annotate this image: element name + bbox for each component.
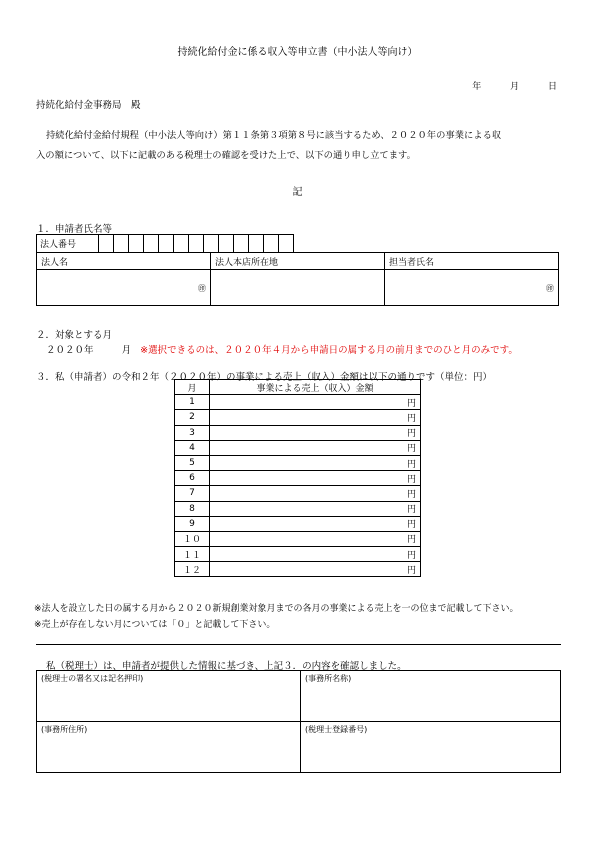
month-number: 3 xyxy=(175,425,210,440)
date-line xyxy=(446,79,557,92)
month-number: １１ xyxy=(175,547,210,562)
month-row xyxy=(175,425,421,440)
intro-line-2: 入の額について、以下に記載のある税理士の確認を受けた上で、以下の通り申し立てます。 xyxy=(36,150,416,161)
amount-field[interactable] xyxy=(210,471,421,486)
corp-number-digit[interactable] xyxy=(159,235,174,253)
month-row xyxy=(175,547,421,562)
confirmation-statement: 私（税理士）は、申請者が提供した情報に基づき、上記３．の内容を確認しました。 xyxy=(46,661,407,672)
section-2-heading: ２．対象とする月 xyxy=(36,330,113,341)
office-name-label: (事務所名称) xyxy=(305,674,352,683)
amount-field[interactable] xyxy=(210,455,421,470)
corp-number-digit[interactable] xyxy=(99,235,114,253)
intro-paragraph xyxy=(36,126,559,166)
signature-field[interactable] xyxy=(37,671,301,722)
document-title: 持続化給付金に係る収入等申立書（中小法人等向け） xyxy=(177,47,418,58)
section-3-heading: ３．私（申請者）の令和２年（２０２０年）の事業による売上（収入）金額は以下の通りです（単位：円） xyxy=(36,372,493,383)
corp-number-digit[interactable] xyxy=(234,235,249,253)
target-month-suffix: 月 xyxy=(121,345,132,356)
month-number: 6 xyxy=(175,471,210,486)
address-label: 法人本店所在地 xyxy=(211,253,385,270)
yen-unit: 円 xyxy=(406,444,416,455)
corp-number-table xyxy=(36,234,294,253)
amount-field[interactable] xyxy=(210,486,421,501)
amount-field[interactable] xyxy=(210,562,421,577)
yen-unit: 円 xyxy=(406,565,416,576)
amount-field[interactable] xyxy=(210,516,421,531)
yen-unit: 円 xyxy=(406,520,416,531)
corp-number-digit[interactable] xyxy=(264,235,279,253)
month-number: 9 xyxy=(175,516,210,531)
amount-field[interactable] xyxy=(210,440,421,455)
office-address-label: (事務所住所) xyxy=(41,725,88,734)
amount-field[interactable] xyxy=(210,501,421,516)
amount-field[interactable] xyxy=(210,410,421,425)
corp-number-digit[interactable] xyxy=(174,235,189,253)
applicant-table xyxy=(36,252,559,306)
note-2: ※売上が存在しない月については「０」と記載して下さい。 xyxy=(34,620,276,630)
yen-unit: 円 xyxy=(406,459,416,470)
contact-field[interactable] xyxy=(385,270,559,306)
month-row xyxy=(175,410,421,425)
monthly-sales-table xyxy=(174,379,421,577)
yen-unit: 円 xyxy=(406,429,416,440)
month-number: 8 xyxy=(175,501,210,516)
month-row xyxy=(175,471,421,486)
corp-number-digit[interactable] xyxy=(129,235,144,253)
yen-unit: 円 xyxy=(406,398,416,409)
month-row xyxy=(175,516,421,531)
month-row xyxy=(175,455,421,470)
month-number: １０ xyxy=(175,531,210,546)
signature-label: (税理士の署名又は記名押印) xyxy=(41,674,144,683)
addressee: 持続化給付金事務局 殿 xyxy=(36,100,141,111)
divider xyxy=(36,644,561,645)
yen-unit: 円 xyxy=(406,413,416,424)
seal-mark: ㊞ xyxy=(198,284,206,293)
seal-mark: ㊞ xyxy=(546,284,554,293)
corp-number-digit[interactable] xyxy=(114,235,129,253)
office-name-field[interactable] xyxy=(301,671,561,722)
month-row xyxy=(175,531,421,546)
corp-name-field[interactable] xyxy=(37,270,211,306)
yen-unit: 円 xyxy=(406,550,416,561)
section-1-heading: １．申請者氏名等 xyxy=(36,224,113,235)
corp-number-digit[interactable] xyxy=(219,235,234,253)
month-row xyxy=(175,440,421,455)
month-number: 2 xyxy=(175,410,210,425)
month-row xyxy=(175,395,421,410)
yen-unit: 円 xyxy=(406,474,416,485)
corp-number-digit[interactable] xyxy=(189,235,204,253)
amount-field[interactable] xyxy=(210,531,421,546)
amount-field[interactable] xyxy=(210,395,421,410)
month-row xyxy=(175,562,421,577)
target-month-note: ※選択できるのは、２０２０年４月から申請日の属する月の前月までのひと月のみです。 xyxy=(140,345,518,356)
corp-number-digit[interactable] xyxy=(249,235,264,253)
month-row xyxy=(175,501,421,516)
month-number: １２ xyxy=(175,562,210,577)
corp-number-label: 法人番号 xyxy=(37,235,99,253)
tax-accountant-table xyxy=(36,670,561,773)
corp-name-label: 法人名 xyxy=(37,253,211,270)
date-month: 月 xyxy=(510,82,520,92)
office-address-field[interactable] xyxy=(37,722,301,773)
corp-number-digit[interactable] xyxy=(279,235,294,253)
yen-unit: 円 xyxy=(406,505,416,516)
amount-field[interactable] xyxy=(210,425,421,440)
note-1: ※法人を設立した日の属する月から２０２０新規創業対象月までの各月の事業による売上を一の位まで記載して下さい。 xyxy=(34,604,519,614)
ki-heading: 記 xyxy=(292,187,303,198)
registration-field[interactable] xyxy=(301,722,561,773)
month-number: 7 xyxy=(175,486,210,501)
date-day: 日 xyxy=(547,82,557,92)
yen-unit: 円 xyxy=(406,535,416,546)
target-month-line xyxy=(46,342,518,356)
month-row xyxy=(175,486,421,501)
corp-number-digit[interactable] xyxy=(144,235,159,253)
registration-label: (税理士登録番号) xyxy=(305,725,368,734)
month-column-header: 月 xyxy=(175,380,210,395)
target-year: ２０２０年 xyxy=(46,345,94,356)
month-number: 5 xyxy=(175,455,210,470)
month-number: 4 xyxy=(175,440,210,455)
date-year: 年 xyxy=(472,82,482,92)
amount-field[interactable] xyxy=(210,547,421,562)
month-number: 1 xyxy=(175,395,210,410)
address-field[interactable] xyxy=(211,270,385,306)
amount-column-header: 事業による売上（収入）金額 xyxy=(210,380,421,395)
contact-label: 担当者氏名 xyxy=(385,253,559,270)
intro-line-1: 持続化給付金給付規程（中小法人等向け）第１１条第３項第８号に該当するため、２０２０年の事業による収 xyxy=(46,130,502,141)
yen-unit: 円 xyxy=(406,489,416,500)
corp-number-digit[interactable] xyxy=(204,235,219,253)
